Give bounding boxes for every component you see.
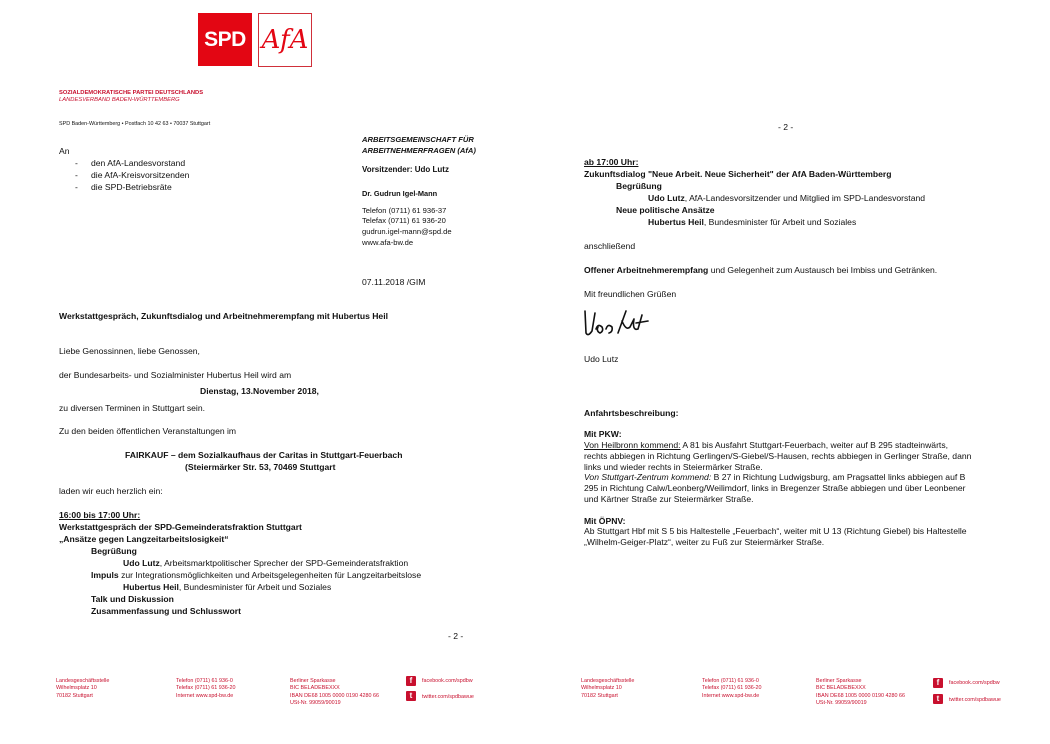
reception-text: und Gelegenheit zum Austausch bei Imbiss und Getränken. <box>708 265 938 275</box>
footer-contact <box>702 678 762 700</box>
footer-bank-line: Berliner Sparkasse <box>290 678 336 684</box>
signer-name: Udo Lutz <box>584 354 619 364</box>
agenda-summary: Zusammenfassung und Schlusswort <box>91 606 241 616</box>
speaker-role: , Bundesminister für Arbeit und Soziales <box>703 217 857 227</box>
recipients-intro: An <box>59 146 70 156</box>
footer-contact-line: Telefax (0711) 61 936-20 <box>702 685 762 692</box>
agenda-impulse-speaker <box>123 582 331 594</box>
afa-logo: AfA <box>258 13 312 67</box>
facebook-icon[interactable]: f <box>933 678 943 688</box>
footer-bank-line: BIC BELADEBEXXX <box>816 685 866 692</box>
facebook-link[interactable]: facebook.com/spdbw <box>422 678 473 684</box>
impulse-text: zur Integrationsmöglichkeiten und Arbeitsgelegenheiten für Langzeitarbeitslose <box>118 570 422 580</box>
transit-title: Mit ÖPNV: <box>584 516 626 526</box>
agenda-talk: Talk und Diskussion <box>91 594 174 604</box>
body-text: Zu den beiden öffentlichen Veranstaltungen im <box>59 426 237 436</box>
footer-contact-line: Telefon (0711) 61 936-0 <box>176 678 233 684</box>
reception-line <box>584 265 937 277</box>
return-address: SPD Baden-Württemberg • Postfach 10 42 63 • 70037 Stuttgart <box>59 121 211 127</box>
body-text: zu diversen Terminen in Stuttgart sein. <box>59 403 206 413</box>
spd-logo: SPD <box>198 13 252 66</box>
contact-phone: Telefon (0711) 61 936-37 <box>362 206 447 215</box>
event1-subtitle: „Ansätze gegen Langzeitarbeitslosigkeit“ <box>59 534 229 544</box>
footer-office-line: 70182 Stuttgart <box>581 692 618 699</box>
contact-email[interactable]: gudrun.igel-mann@spd.de <box>362 227 452 236</box>
twitter-link[interactable]: twitter.com/spdbawue <box>949 697 1001 703</box>
body-text: der Bundesarbeits- und Sozialminister Hubertus Heil wird am <box>59 370 292 380</box>
speaker-name: Hubertus Heil <box>648 217 704 227</box>
footer-bank <box>290 678 379 707</box>
twitter-icon[interactable]: t <box>933 694 943 704</box>
reception-label: Offener Arbeitnehmerempfang <box>584 265 709 275</box>
facebook-link[interactable]: facebook.com/spdbw <box>949 680 1000 686</box>
event1-time: 16:00 bis 17:00 Uhr: <box>59 510 141 520</box>
footer-office-line: Wilhelmsplatz 10 <box>56 685 97 692</box>
route-line: links und wieder rechts in Steiermärker Straße. <box>584 462 763 472</box>
impulse-label: Impuls <box>91 570 119 580</box>
footer-contact-line: Internet www.spd-bw.de <box>702 692 760 699</box>
speaker-name: Hubertus Heil <box>123 582 179 592</box>
page-number: - 2 - <box>448 631 464 641</box>
agenda-welcome: Begrüßung <box>91 546 137 556</box>
footer-office-line: 70182 Stuttgart <box>56 692 93 699</box>
recipient-dash: - <box>75 158 78 168</box>
footer-bank-line: IBAN DE68 1005 0000 0190 4280 66 <box>290 692 380 699</box>
footer-contact-line: Telefon (0711) 61 936-0 <box>702 678 759 684</box>
footer-office-line: Landesgeschäftsstelle <box>56 678 110 684</box>
afa-org-line2: ARBEITNEHMERFRAGEN (AfA) <box>362 146 476 155</box>
party-name: SOZIALDEMOKRATISCHE PARTEI DEUTSCHLANDS <box>59 90 204 96</box>
contact-fax: Telefax (0711) 61 936-20 <box>362 216 446 225</box>
body-text: anschließend <box>584 241 636 251</box>
footer-contact <box>176 678 236 700</box>
agenda-welcome-speaker <box>123 558 408 570</box>
letter-subject: Werkstattgespräch, Zukunftsdialog und Arbeitnehmerempfang mit Hubertus Heil <box>59 311 388 321</box>
venue-address: (Steiermärker Str. 53, 70469 Stuttgart <box>185 462 336 472</box>
event-date: Dienstag, 13.November 2018, <box>200 386 319 396</box>
footer-office <box>56 678 109 700</box>
footer-bank-line: BIC BELADEBEXXX <box>290 685 340 692</box>
speaker-role: , AfA-Landesvorsitzender und Mitglied im SPD-Landesvorstand <box>684 193 926 203</box>
footer-bank <box>816 678 905 707</box>
transit-line: Ab Stuttgart Hbf mit S 5 bis Haltestelle „Feuerbach“, weiter mit U 13 (Richtung Giebel) bis Haltestelle <box>584 526 967 536</box>
speaker-role: , Bundesminister für Arbeit und Soziales <box>178 582 332 592</box>
recipient-item: die SPD-Betriebsräte <box>91 182 172 192</box>
event2-time: ab 17:00 Uhr: <box>584 157 639 167</box>
agenda-welcome: Begrüßung <box>616 181 662 191</box>
route-text: B 27 in Richtung Ludwigsburg, am Pragsattel links abbiegen auf B <box>711 472 966 482</box>
body-text: laden wir euch herzlich ein: <box>59 486 163 496</box>
route-line <box>584 472 965 484</box>
directions-title: Anfahrtsbeschreibung: <box>584 408 679 418</box>
speaker-name: Udo Lutz <box>648 193 685 203</box>
route-line: rechts abbiegen in Richtung Gerlingen/S-Giebel/S-Hausen, rechts abbiegen in Gerlinger Straße, dann <box>584 451 972 461</box>
venue-line: FAIRKAUF – dem Sozialkaufhaus der Caritas in Stuttgart-Feuerbach <box>125 450 403 460</box>
footer-bank-line: USt-Nr. 99059/90019 <box>816 699 867 706</box>
speaker-role: , Arbeitsmarktpolitischer Sprecher der SPD-Gemeinderatsfraktion <box>159 558 409 568</box>
state-association: LANDESVERBAND BADEN-WÜRTTEMBERG <box>59 97 180 103</box>
footer-office-line: Landesgeschäftsstelle <box>581 678 635 684</box>
footer-bank-line: Berliner Sparkasse <box>816 678 862 684</box>
agenda-policy-speaker <box>648 217 856 229</box>
footer-contact-line: Internet www.spd-bw.de <box>176 692 234 699</box>
agenda-impulse <box>91 570 421 582</box>
page-number: - 2 - <box>778 122 794 132</box>
agenda-welcome-speaker <box>648 193 925 205</box>
recipient-dash: - <box>75 182 78 192</box>
letter-date: 07.11.2018 /GIM <box>362 277 426 287</box>
contact-name: Dr. Gudrun Igel-Mann <box>362 189 438 198</box>
afa-chair: Vorsitzender: Udo Lutz <box>362 165 449 174</box>
recipient-item: die AfA-Kreisvorsitzenden <box>91 170 190 180</box>
recipient-item: den AfA-Landesvorstand <box>91 158 186 168</box>
closing: Mit freundlichen Grüßen <box>584 289 677 299</box>
car-title: Mit PKW: <box>584 429 622 439</box>
route-text: A 81 bis Ausfahrt Stuttgart-Feuerbach, weiter auf B 295 stadteinwärts, <box>680 440 949 450</box>
footer-bank-line: USt-Nr. 99059/90019 <box>290 699 341 706</box>
event1-title: Werkstattgespräch der SPD-Gemeinderatsfraktion Stuttgart <box>59 522 302 532</box>
contact-web[interactable]: www.afa-bw.de <box>362 238 414 247</box>
route-origin: Von Stuttgart-Zentrum kommend: <box>584 472 712 482</box>
agenda-new-policy: Neue politische Ansätze <box>616 205 715 215</box>
route-origin: Von Heilbronn kommend: <box>584 440 681 450</box>
footer-office <box>581 678 634 700</box>
facebook-icon[interactable]: f <box>406 676 416 686</box>
route-line: und Kärtner Straße zur Steiermärker Straße. <box>584 494 754 504</box>
footer-bank-line: IBAN DE68 1005 0000 0190 4280 66 <box>816 692 906 699</box>
transit-line: „Wilhelm-Geiger-Platz“, weiter zu Fuß zur Steiermärker Straße. <box>584 537 825 547</box>
route-line <box>584 440 948 452</box>
recipient-dash: - <box>75 170 78 180</box>
twitter-icon[interactable]: t <box>406 691 416 701</box>
twitter-link[interactable]: twitter.com/spdbawue <box>422 694 474 700</box>
footer-contact-line: Telefax (0711) 61 936-20 <box>176 685 236 692</box>
speaker-name: Udo Lutz <box>123 558 160 568</box>
afa-org-line1: ARBEITSGEMEINSCHAFT FÜR <box>362 135 474 144</box>
footer-office-line: Wilhelmsplatz 10 <box>581 685 622 692</box>
signature-image <box>582 305 652 341</box>
route-line: 295 in Richtung Calw/Leonberg/Weilimdorf, links in Bregenzer Straße abbiegen und über Leonbener <box>584 483 966 493</box>
greeting: Liebe Genossinnen, liebe Genossen, <box>59 346 200 356</box>
event2-title: Zukunftsdialog "Neue Arbeit. Neue Sicherheit" der AfA Baden-Württemberg <box>584 169 892 179</box>
